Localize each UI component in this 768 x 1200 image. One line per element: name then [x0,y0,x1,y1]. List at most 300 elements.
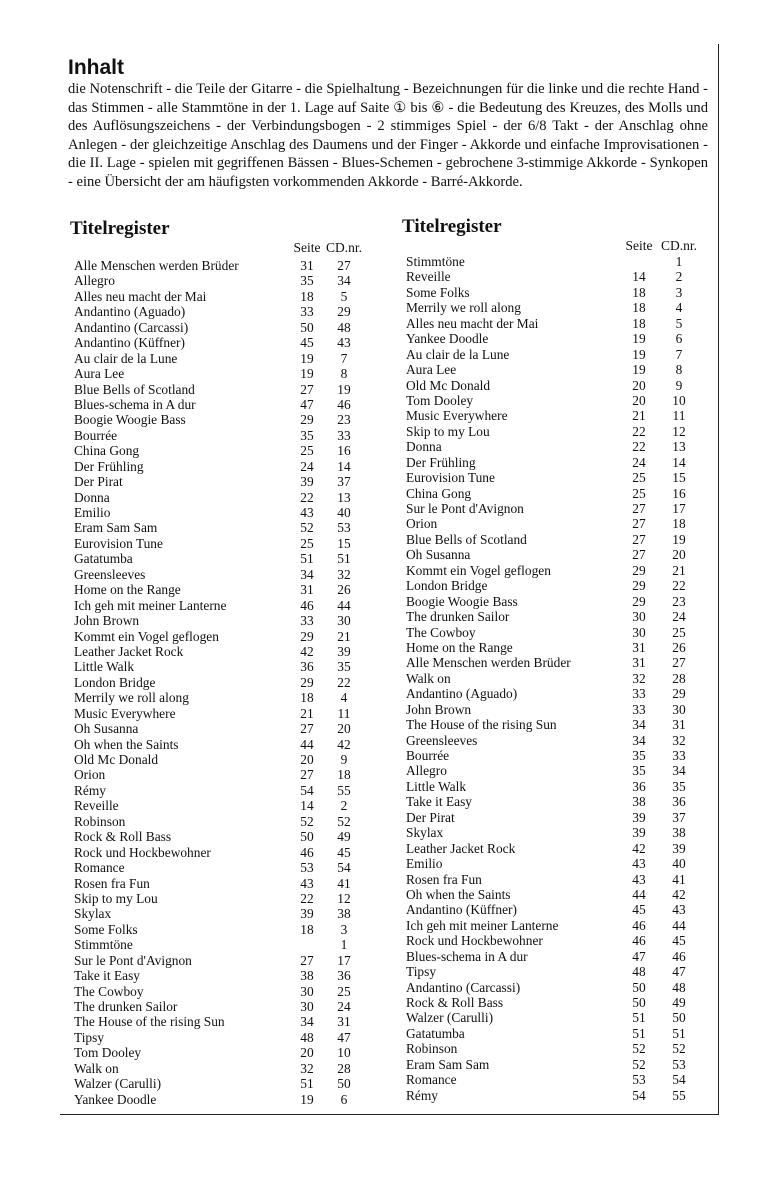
cd-track-number: 35 [672,778,686,794]
page-number: 30 [300,999,314,1014]
page-number: 46 [632,917,646,933]
cd-track-number: 13 [337,489,351,505]
register-row [68,412,368,427]
song-title: Sur le Pont d'Avignon [74,952,192,968]
song-title: Der Frühling [406,454,476,470]
cd-track-number: 54 [337,860,351,876]
song-title: John Brown [406,701,472,717]
register-row [400,779,705,794]
cd-track-number: 24 [672,609,686,625]
song-title: Allegro [74,273,115,289]
page-number: 27 [300,381,314,397]
register-row [400,486,705,501]
cd-track-number: 45 [337,844,351,860]
page-number: 34 [632,732,646,748]
page-number: 30 [632,609,646,625]
cd-track-number: 16 [672,485,686,501]
song-title: Rock und Hockbewohner [406,933,543,949]
page-number: 18 [300,690,314,706]
register-title: Titelregister [402,216,502,237]
cd-track-number: 46 [672,948,686,964]
register-row [68,629,368,644]
cd-track-number: 1 [675,254,683,269]
song-title: Au clair de la Lune [74,350,178,366]
page-number: 38 [632,794,646,810]
page-number: 27 [300,721,314,737]
cd-track-number: 48 [672,979,686,995]
register-row [68,953,368,968]
song-title: Boogie Woogie Bass [406,593,518,609]
page-number: 20 [632,377,646,393]
page-number: 46 [300,844,314,860]
cd-track-number: 5 [340,288,348,304]
cd-track-number: 47 [337,1029,351,1045]
register-row [400,378,705,393]
cd-track-number: 6 [675,331,683,347]
register-row [68,258,368,273]
register-row [68,675,368,690]
song-title: Alle Menschen werden Brüder [406,655,571,671]
song-title: Emilio [74,505,111,520]
cd-track-number: 33 [337,427,351,443]
song-title: China Gong [406,485,472,501]
song-title: Walk on [74,1060,119,1076]
register-row [68,737,368,752]
song-title: The drunken Sailor [406,609,510,625]
song-title: Greensleeves [74,566,146,582]
page-number: 30 [632,624,646,640]
cd-track-number: 33 [672,748,686,763]
song-title: Donna [74,489,110,505]
song-title: Blue Bells of Scotland [406,531,527,547]
register-row [400,424,705,439]
cd-track-number: 6 [340,1091,348,1107]
cd-track-number: 48 [337,319,351,335]
cd-track-number: 32 [337,566,351,582]
register-row [68,860,368,875]
song-title: Stimmtöne [74,937,133,953]
cd-track-number: 38 [672,825,686,841]
page-number: 20 [300,752,314,767]
page-number: 51 [300,1076,314,1092]
song-title: Take it Easy [74,968,140,984]
page-number: 20 [300,1045,314,1061]
song-title: Andantino (Aguado) [74,304,186,320]
register-row [68,1061,368,1076]
song-title: London Bridge [406,578,488,594]
page-number: 35 [632,763,646,779]
song-title: Eram Sam Sam [74,520,158,536]
register-row [68,335,368,350]
page-number: 33 [632,686,646,702]
cd-track-number: 20 [337,721,351,737]
page-number: 24 [300,458,314,474]
song-title: Blues-schema in A dur [406,948,528,964]
cd-track-number: 41 [672,871,686,887]
song-title: Blue Bells of Scotland [74,381,195,397]
cd-track-number: 39 [672,840,686,856]
song-title: Greensleeves [406,732,478,748]
song-title: The Cowboy [74,983,144,999]
song-title: The House of the rising Sun [74,1014,225,1030]
page-number: 22 [300,890,314,906]
song-title: Alles neu macht der Mai [406,315,539,331]
song-title: Tipsy [74,1029,105,1045]
cd-track-number: 52 [337,813,351,829]
cd-track-number: 9 [675,377,683,393]
register-row [68,304,368,319]
register-column-header [68,240,368,256]
cd-track-number: 19 [672,531,686,547]
song-title: Oh when the Saints [74,736,179,752]
song-title: Boogie Woogie Bass [74,412,186,428]
cd-track-number: 44 [337,597,351,613]
page-number: 31 [632,639,646,655]
page-number: 48 [632,964,646,980]
register-row [400,516,705,531]
page-number: 22 [632,423,646,439]
song-title: Skip to my Lou [406,423,490,439]
song-title: Andantino (Carcassi) [406,979,521,995]
cd-track-number: 50 [672,1010,686,1026]
page-number: 32 [632,670,646,686]
page-number: 34 [300,566,314,582]
register-row [400,1041,705,1056]
register-row [400,1072,705,1087]
register-row [68,1030,368,1045]
register-row [68,767,368,782]
song-title: Eurovision Tune [406,470,495,486]
cd-track-number: 38 [337,906,351,922]
song-title: Kommt ein Vogel geflogen [406,562,551,578]
register-row [400,856,705,871]
song-title: Tom Dooley [406,392,474,408]
cd-track-number: 53 [337,520,351,536]
cd-track-number: 26 [672,639,686,655]
song-title: Andantino (Aguado) [406,686,518,702]
song-title: Gatatumba [74,551,133,567]
song-title: Home on the Range [406,639,513,655]
register-row [68,999,368,1014]
page-number: 31 [300,582,314,598]
page-number: 42 [300,643,314,659]
page-number: 25 [300,443,314,459]
register-row [68,876,368,891]
page-number: 46 [300,597,314,613]
song-title: Walk on [406,670,451,686]
page-number: 47 [300,396,314,412]
register-row [400,902,705,917]
song-title: Sur le Pont d'Avignon [406,501,524,516]
song-title: Eram Sam Sam [406,1056,490,1072]
register-row [68,922,368,937]
page-number: 18 [632,284,646,300]
page-number: 19 [632,346,646,362]
register-row [68,1076,368,1091]
cd-track-number: 52 [672,1041,686,1057]
song-title: Tipsy [406,964,437,980]
register-row [400,1088,705,1103]
cd-track-number: 21 [337,628,351,644]
cd-track-number: 16 [337,443,351,459]
register-row [400,269,705,284]
page-number: 46 [632,933,646,949]
cd-track-number: 29 [337,304,351,320]
page-number: 19 [300,366,314,382]
register-row [68,598,368,613]
song-title: Music Everywhere [406,408,508,424]
page-number: 29 [632,562,646,578]
page-number: 53 [300,860,314,876]
cd-track-number: 37 [672,809,686,825]
page-number: 27 [300,767,314,783]
song-title: The drunken Sailor [74,999,178,1014]
title-register-by-cd-number [400,218,705,1103]
cd-track-number: 14 [672,454,686,470]
cd-track-number: 34 [672,763,686,779]
register-row [68,273,368,288]
song-title: Alles neu macht der Mai [74,288,207,304]
register-row [400,547,705,562]
register-column-header [400,238,705,254]
register-row [400,501,705,516]
title-register-alphabetical [68,218,368,1107]
page-number: 39 [632,825,646,841]
page-number: 29 [632,578,646,594]
cd-track-number: 30 [672,701,686,717]
cd-track-number: 35 [337,659,351,675]
page-number: 27 [300,952,314,968]
register-row [400,300,705,315]
register-row [68,783,368,798]
page-number: 34 [300,1014,314,1030]
cd-track-number: 17 [672,501,686,516]
page-number: 39 [632,809,646,825]
cd-track-number: 8 [675,362,683,378]
page-number: 29 [300,412,314,428]
page-number: 14 [632,269,646,285]
song-title: Skylax [406,825,444,841]
register-row [400,455,705,470]
register-row [68,1092,368,1107]
register-row [68,690,368,705]
page-number: 33 [300,613,314,629]
register-row [68,459,368,474]
register-row [400,949,705,964]
page-number: 48 [300,1029,314,1045]
page-number: 51 [632,1010,646,1026]
song-title: Rock & Roll Bass [74,829,172,845]
register-row [68,937,368,952]
page-number: 34 [632,717,646,733]
register-row [400,717,705,732]
song-title: Ich geh mit meiner Lanterne [406,917,559,933]
intro-section [68,56,708,191]
cd-track-number: 8 [340,366,348,382]
register-row [400,470,705,485]
cd-track-number: 45 [672,933,686,949]
cd-track-number: 40 [337,505,351,520]
cd-track-number: 10 [672,392,686,408]
cd-track-number: 23 [337,412,351,428]
cd-track-number: 27 [672,655,686,671]
cd-track-number: 43 [337,335,351,351]
song-title: Andantino (Carcassi) [74,319,189,335]
register-row [400,609,705,624]
cd-track-number: 21 [672,562,686,578]
register-rows [68,258,368,1107]
song-title: Leather Jacket Rock [74,643,184,659]
cd-track-number: 7 [340,350,348,366]
song-title: Yankee Doodle [406,331,489,347]
page-number: 32 [300,1060,314,1076]
page-number: 25 [632,485,646,501]
register-row [400,532,705,547]
cd-track-number: 49 [337,829,351,845]
cd-track-number: 31 [337,1014,351,1030]
song-title: London Bridge [74,674,156,690]
cd-track-number: 18 [337,767,351,783]
cd-track-number: 25 [337,983,351,999]
song-title: Robinson [406,1041,458,1057]
page-number: 27 [632,547,646,563]
cd-track-number: 51 [672,1025,686,1041]
page-number: 27 [632,516,646,532]
page-number: 33 [632,701,646,717]
cd-track-number: 28 [337,1060,351,1076]
register-row [68,490,368,505]
register-row [400,254,705,269]
register-row [68,906,368,921]
song-title: Rock und Hockbewohner [74,844,211,860]
cd-track-number: 19 [337,381,351,397]
song-title: Stimmtöne [406,254,465,269]
song-title: Some Folks [74,921,138,937]
song-title: Reveille [74,798,119,814]
song-title: Au clair de la Lune [406,346,510,362]
page-number: 29 [300,628,314,644]
song-title: Aura Lee [406,362,457,378]
cd-track-number: 1 [340,937,348,953]
register-row [68,659,368,674]
song-title: Der Pirat [406,809,455,825]
register-row [68,613,368,628]
cd-track-number: 40 [672,856,686,872]
register-row [68,706,368,721]
register-row [400,825,705,840]
song-title: Oh when the Saints [406,886,511,902]
register-row [400,702,705,717]
page-number: 42 [632,840,646,856]
page-number: 33 [300,304,314,320]
page-number: 35 [300,273,314,289]
cd-track-number: 4 [675,300,683,316]
song-title: Home on the Range [74,582,181,598]
page-number: 19 [632,331,646,347]
cd-track-number: 39 [337,643,351,659]
song-title: Music Everywhere [74,705,176,721]
register-row [400,733,705,748]
page-number: 19 [300,350,314,366]
song-title: Robinson [74,813,126,829]
cd-track-number: 34 [337,273,351,289]
page-number: 43 [300,875,314,891]
cd-track-number: 9 [340,752,348,767]
register-row [400,872,705,887]
register-row [400,748,705,763]
register-row [68,845,368,860]
song-title: Allegro [406,763,447,779]
cd-track-number: 15 [337,535,351,551]
register-row [400,671,705,686]
page-number: 19 [300,1091,314,1107]
page-number: 31 [300,258,314,273]
register-row [68,474,368,489]
page-number: 25 [632,470,646,486]
cd-track-number: 41 [337,875,351,891]
register-row [400,625,705,640]
cd-track-number: 29 [672,686,686,702]
page-number: 27 [632,501,646,516]
column-header-cd: CD.nr. [660,238,697,253]
page-number: 36 [300,659,314,675]
register-row [68,1045,368,1060]
page-number: 29 [632,593,646,609]
cd-track-number: 27 [337,258,351,273]
cd-track-number: 12 [672,423,686,439]
page-number: 50 [632,979,646,995]
page-number: 30 [300,983,314,999]
page-number: 35 [300,427,314,443]
song-title: Old Mc Donald [406,377,491,393]
song-title: Der Pirat [74,474,123,490]
song-title: Rémy [74,782,106,798]
song-title: Alle Menschen werden Brüder [74,258,239,273]
song-title: The Cowboy [406,624,476,640]
song-title: Rosen fra Fun [74,875,150,891]
register-row [68,891,368,906]
cd-track-number: 13 [672,439,686,455]
register-row [400,964,705,979]
song-title: China Gong [74,443,140,459]
register-title: Titelregister [70,218,170,239]
register-row [68,505,368,520]
page-number: 45 [300,335,314,351]
cd-track-number: 11 [337,705,351,721]
song-title: Andantino (Küffner) [74,335,185,351]
cd-track-number: 49 [672,995,686,1010]
song-title: Walzer (Carulli) [406,1010,494,1026]
page-number: 52 [632,1041,646,1057]
register-row [68,536,368,551]
page-number: 22 [300,489,314,505]
song-title: Walzer (Carulli) [74,1076,162,1092]
page-number [290,937,324,952]
cd-track-number: 51 [337,551,351,567]
page-number: 18 [300,288,314,304]
page-number: 50 [632,995,646,1010]
register-row [68,382,368,397]
cd-track-number: 2 [675,269,683,285]
cd-track-number: 42 [337,736,351,752]
page-number: 47 [632,948,646,964]
page-number: 21 [300,705,314,721]
page-number: 52 [300,520,314,536]
register-row [68,443,368,458]
register-row [400,794,705,809]
register-row [400,331,705,346]
cd-track-number: 23 [672,593,686,609]
